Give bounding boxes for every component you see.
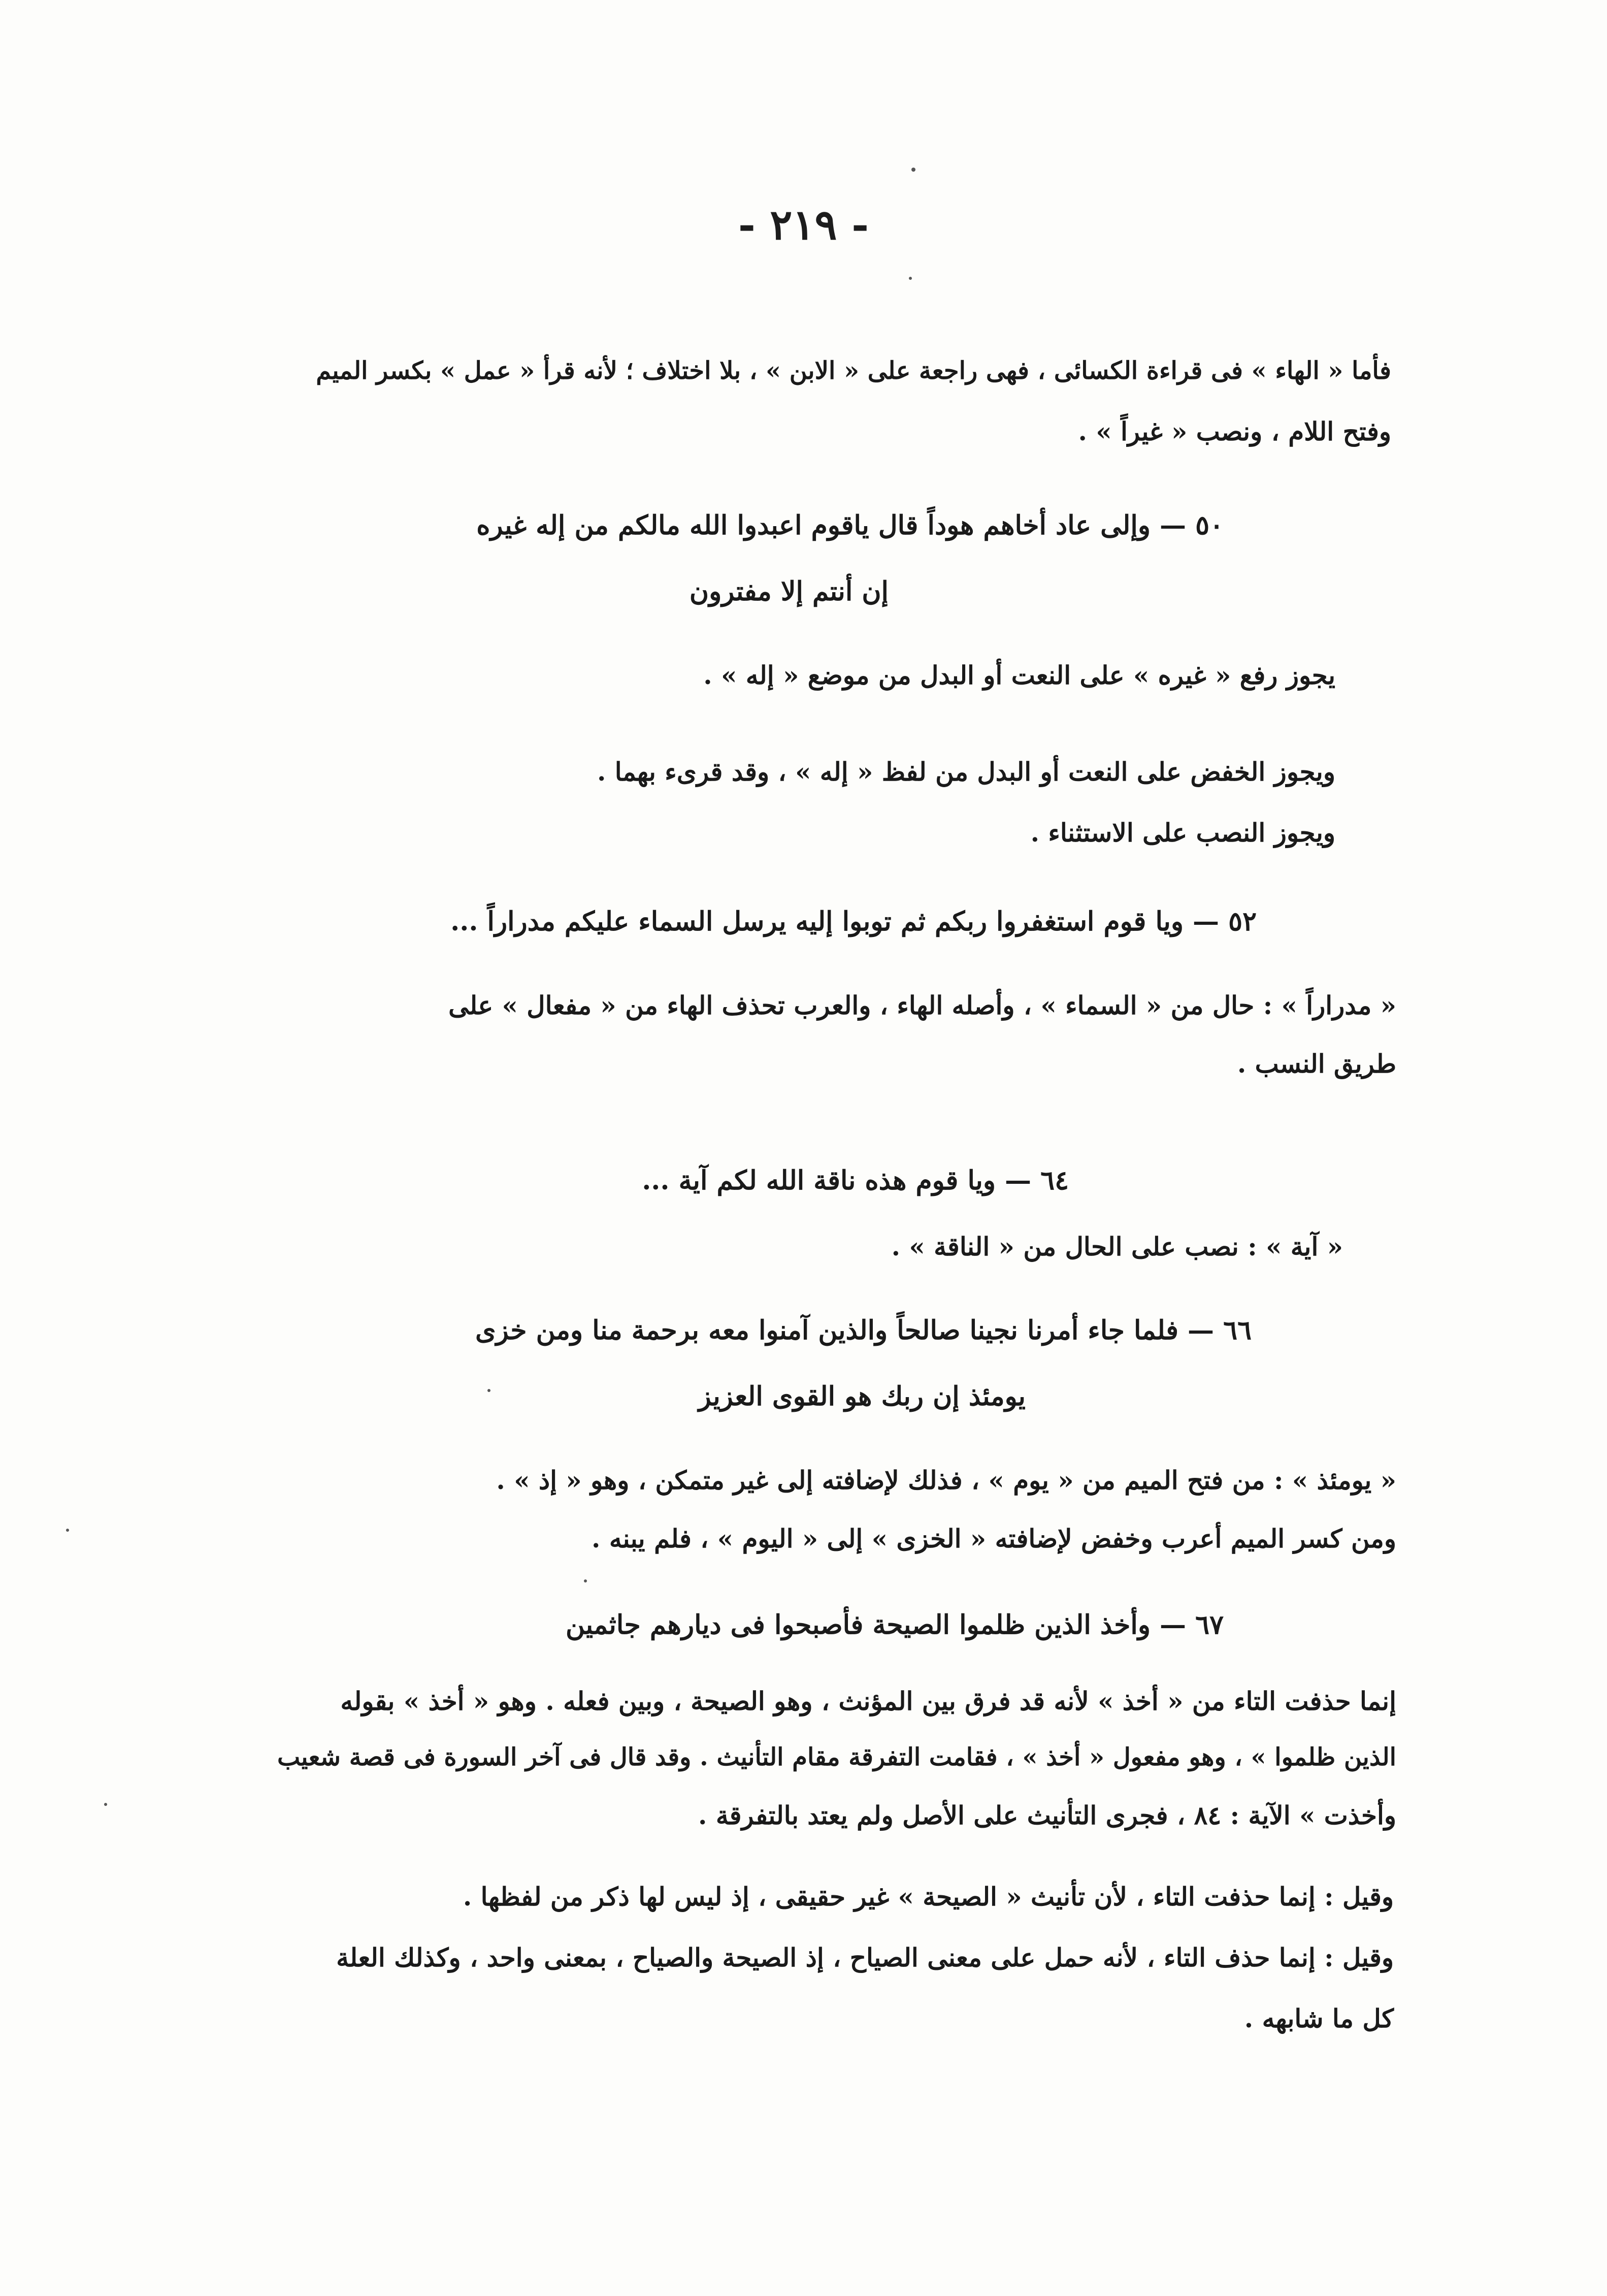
paragraph-line: ويجوز النصب على الاستثناء . [1030, 818, 1335, 848]
paragraph-line: وأخذت » الآية : ٨٤ ، فجرى التأنيث على الأصل ولم يعتد بالتفرقة . [698, 1800, 1396, 1830]
paragraph-line: « آية » : نصب على الحال من « الناقة » . [891, 1232, 1343, 1262]
paragraph-line: إنما حذفت التاء من « أخذ » لأنه قد فرق بين المؤنث ، وهو الصيحة ، وبين فعله . وهو « أخذ » بقوله [340, 1686, 1396, 1716]
verse-line: ٦٦ — فلما جاء أمرنا نجينا صالحاً والذين آمنوا معه برحمة منا ومن خزى [475, 1315, 1252, 1346]
scan-speck [584, 1579, 587, 1582]
verse-line: ٦٤ — ويا قوم هذه ناقة الله لكم آية ... [642, 1165, 1069, 1196]
paragraph-line: كل ما شابهه . [1244, 2003, 1394, 2033]
verse-line: يومئذ إن ربك هو القوى العزيز [698, 1381, 1026, 1412]
verse-line: ٥٢ — ويا قوم استغفروا ربكم ثم توبوا إليه يرسل السماء عليكم مدراراً ... [450, 906, 1257, 937]
page-number: - ٢١٩ - [738, 201, 869, 249]
paragraph-line: فأما « الهاء » فى قراءة الكسائى ، فهى راجعة على « الابن » ، بلا اختلاف ؛ لأنه قرأ « عمل » بكسر الميم [316, 357, 1391, 385]
paragraph-line: « يومئذ » : من فتح الميم من « يوم » ، فذلك لإضافته إلى غير متمكن ، وهو « إذ » . [496, 1465, 1396, 1495]
scan-speck [911, 168, 915, 172]
paragraph-line: ويجوز الخفض على النعت أو البدل من لفظ « إله » ، وقد قرىء بهما . [597, 757, 1335, 787]
verse-line: ٥٠ — وإلى عاد أخاهم هوداً قال ياقوم اعبدوا الله مالكم من إله غيره [476, 510, 1224, 541]
paragraph-line: ومن كسر الميم أعرب وخفض لإضافته « الخزى » إلى « اليوم » ، فلم يبنه . [592, 1524, 1396, 1554]
paragraph-line: « مدراراً » : حال من « السماء » ، وأصله الهاء ، والعرب تحذف الهاء من « مفعال » على [448, 990, 1396, 1020]
scan-speck [909, 277, 912, 280]
verse-line: ٦٧ — وأخذ الذين ظلموا الصيحة فأصبحوا فى ديارهم جاثمين [566, 1609, 1224, 1640]
scan-speck [487, 1389, 490, 1392]
paragraph-line: يجوز رفع « غيره » على النعت أو البدل من موضع « إله » . [703, 660, 1335, 690]
paragraph-line: طريق النسب . [1237, 1049, 1396, 1079]
scan-speck [104, 1803, 107, 1806]
verse-line: إن أنتم إلا مفترون [689, 576, 889, 607]
paragraph-line: وقيل : إنما حذف التاء ، لأنه حمل على معنى الصياح ، إذ الصيحة والصياح ، بمعنى واحد ، وكذلك العلة [336, 1943, 1394, 1972]
paragraph-line: وقيل : إنما حذفت التاء ، لأن تأنيث « الصيحة » غير حقيقى ، إذ ليس لها ذكر من لفظها . [463, 1882, 1394, 1912]
paragraph-line: وفتح اللام ، ونصب « غيراً » . [1078, 416, 1391, 446]
paragraph-line: الذين ظلموا » ، وهو مفعول « أخذ » ، فقامت التفرقة مقام التأنيث . وقد قال فى آخر السورة فى قصة شعيب [277, 1743, 1396, 1771]
scan-speck [66, 1529, 69, 1532]
